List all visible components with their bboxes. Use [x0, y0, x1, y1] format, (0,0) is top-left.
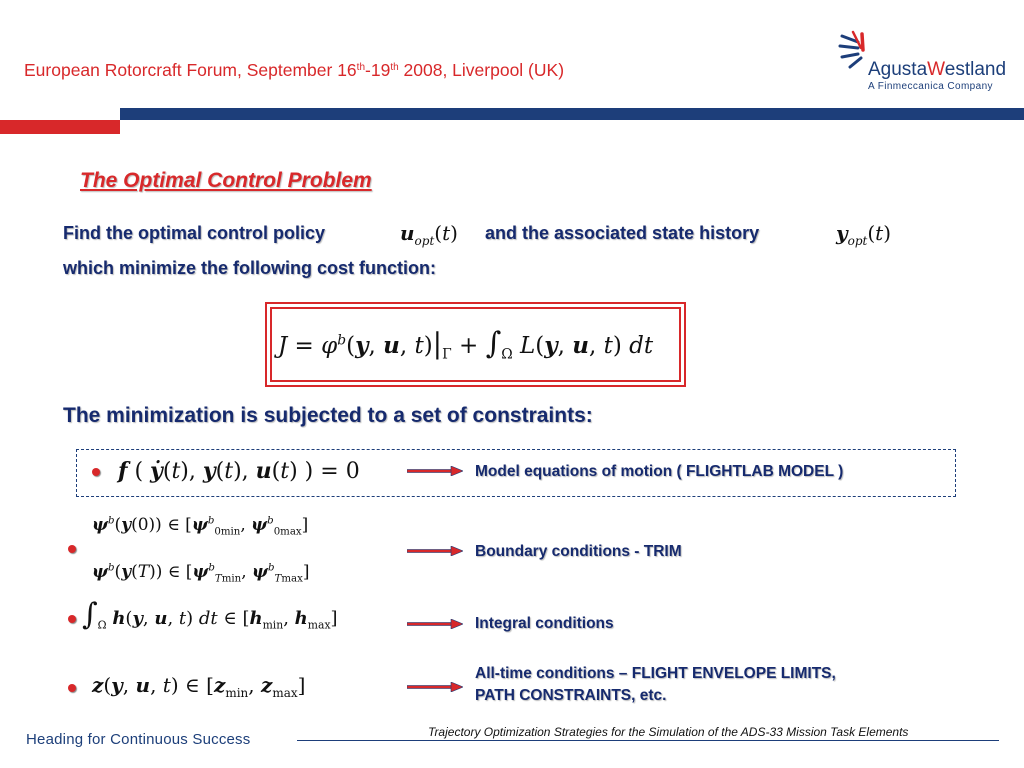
conference-title [24, 60, 564, 81]
constraint-label-integral: Integral conditions [475, 615, 614, 632]
intro-text-1: Find the optimal control policy [63, 223, 326, 243]
footer-divider [297, 740, 999, 741]
intro-text-2: and the associated state history [485, 223, 760, 243]
logo-westland-w: W [927, 59, 945, 80]
constraint-label-boundary: Boundary conditions - TRIM [475, 543, 682, 560]
bullet-icon [68, 684, 76, 692]
title-sup-2: th [390, 62, 399, 73]
arrow-right-icon [407, 619, 463, 629]
constraint-label-all-time-2: PATH CONSTRAINTS, etc. [475, 687, 667, 704]
integral-condition-formula: $\int_\Omega$ h(y, u, t) dt ∈ [$h_{min}$, $h_{max}$] [82, 597, 338, 632]
title-part-1: European Rotorcraft Forum, September 16 [24, 60, 357, 80]
bullet-icon [68, 545, 76, 553]
bullet-icon [68, 615, 76, 623]
footer-tagline: Heading for Continuous Success [26, 731, 251, 748]
title-part-2: -19 [365, 60, 391, 80]
y-opt-formula: $y_{opt}(t)$ [836, 221, 892, 248]
header-bar-red [0, 120, 120, 134]
cost-function-formula: $J = \varphi^b(y$, u, $t)|_\Gamma + \int_\Omega$ L(y, u, t) dt [278, 326, 654, 363]
logo-westland: estland [944, 59, 1007, 80]
logo-subtitle: A Finmeccanica Company [868, 81, 993, 92]
title-sup-1: th [356, 62, 366, 73]
logo-wordmark [868, 59, 1006, 81]
footer-caption: Trajectory Optimization Strategies for the Simulation of the ADS-33 Mission Task Elements [428, 725, 909, 739]
constraint-label-model: Model equations of motion ( FLIGHTLAB MODEL ) [475, 463, 844, 480]
constraint-label-all-time-1: All-time conditions – FLIGHT ENVELOPE LIMITS, [475, 665, 836, 682]
slide-title: The Optimal Control Problem [80, 169, 372, 192]
arrow-right-icon [407, 546, 463, 556]
logo-agusta: Agusta [868, 59, 928, 80]
header-bar-blue [120, 108, 1024, 120]
constraints-heading: The minimization is subjected to a set of constraints: [63, 404, 593, 427]
title-part-3: 2008, Liverpool (UK) [398, 60, 565, 80]
boundary-initial-formula: $\psi^b(y(0))$ ∈ [$\psi^b_{0min}$, $\psi^b_{0max}$] [92, 515, 309, 538]
arrow-right-icon [407, 682, 463, 692]
intro-text-3: which minimize the following cost function: [63, 258, 436, 278]
u-opt-formula: $u_{opt}(t)$ [400, 221, 458, 248]
arrow-right-icon [407, 466, 463, 476]
bullet-icon [92, 468, 100, 476]
boundary-final-formula: $\psi^b(y(T))$ ∈ [$\psi^b_{Tmin}$, $\psi^b_{Tmax}$] [92, 562, 310, 585]
model-equation-formula: f ( ẏ(t), y(t), u(t) ) = 0 [118, 458, 360, 484]
all-time-condition-formula: z(y, u, t) ∈ [$z_{min}$, $z_{max}$] [92, 673, 306, 700]
